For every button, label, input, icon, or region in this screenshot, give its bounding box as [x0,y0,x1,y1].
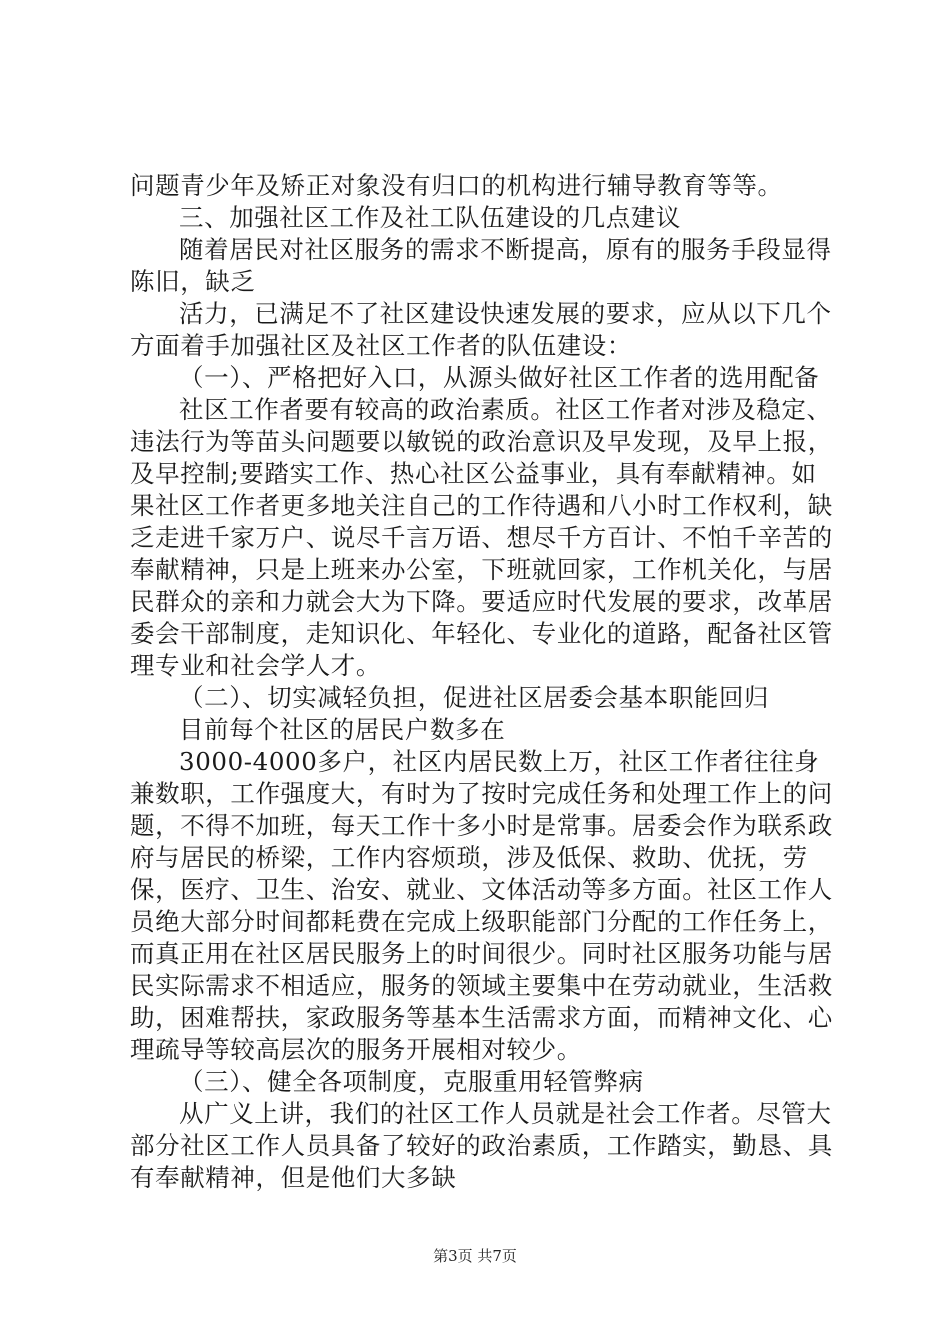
paragraph: 目前每个社区的居民户数多在 [179,715,506,744]
subsection-heading: （二）、切实减轻负担，促进社区居委会基本职能回归 [179,683,770,712]
page-number-label: 第3页 共7页 [433,1247,517,1265]
document-body [130,170,835,1194]
paragraph: 从广义上讲，我们的社区工作人员就是社会工作者。尽管大部分社区工作人员具备了较好的政治素质，工作踏实，勤恳、具有奉献精神，但是他们大多缺 [130,1099,833,1192]
paragraph: 活力，已满足不了社区建设快速发展的要求，应从以下几个方面着手加强社区及社区工作者的队伍建设： [130,299,832,360]
subsection-heading: （三）、健全各项制度，克服重用轻管弊病 [179,1067,644,1096]
subsection-heading: （一）、严格把好入口，从源头做好社区工作者的选用配备 [179,363,820,392]
paragraph: 3000-4000多户，社区内居民数上万，社区工作者往往身兼数职，工作强度大，有时为了按时完成任务和处理工作上的问题，不得不加班，每天工作十多小时是常事。居委会作为联系政府与居民的桥梁，工作内容烦琐，涉及低保、救助、优抚，劳保，医疗、卫生、治安、就业、文体活动等多方面。社区工作人员绝大部分时间都耗费在完成上级职能部门分配的工作任务上，而真正用在社区居民服务上的时间很少。同时社区服务功能与居民实际需求不相适应，服务的领域主要集中在劳动就业，生活救助，困难帮扶，家政服务等基本生活需求方面，而精神文化、心理疏导等较高层次的服务开展相对较少。 [130,747,833,1064]
paragraph: 问题青少年及矫正对象没有归口的机构进行辅导教育等等。 [130,171,783,200]
page-footer [0,1245,950,1266]
section-heading: 三、加强社区工作及社工队伍建设的几点建议 [179,203,681,232]
paragraph: 随着居民对社区服务的需求不断提高，原有的服务手段显得陈旧，缺乏 [130,235,832,296]
paragraph: 社区工作者要有较高的政治素质。社区工作者对涉及稳定、违法行为等苗头问题要以敏锐的政治意识及早发现，及早上报，及早控制;要踏实工作、热心社区公益事业，具有奉献精神。如果社区工作者更多地关注自己的工作待遇和八小时工作权利，缺乏走进千家万户、说尽千言万语、想尽千方百计、不怕千辛苦的奉献精神，只是上班来办公室，下班就回家，工作机关化，与居民群众的亲和力就会大为下降。要适应时代发展的要求，改革居委会干部制度，走知识化、年轻化、专业化的道路，配备社区管理专业和社会学人才。 [130,395,833,680]
